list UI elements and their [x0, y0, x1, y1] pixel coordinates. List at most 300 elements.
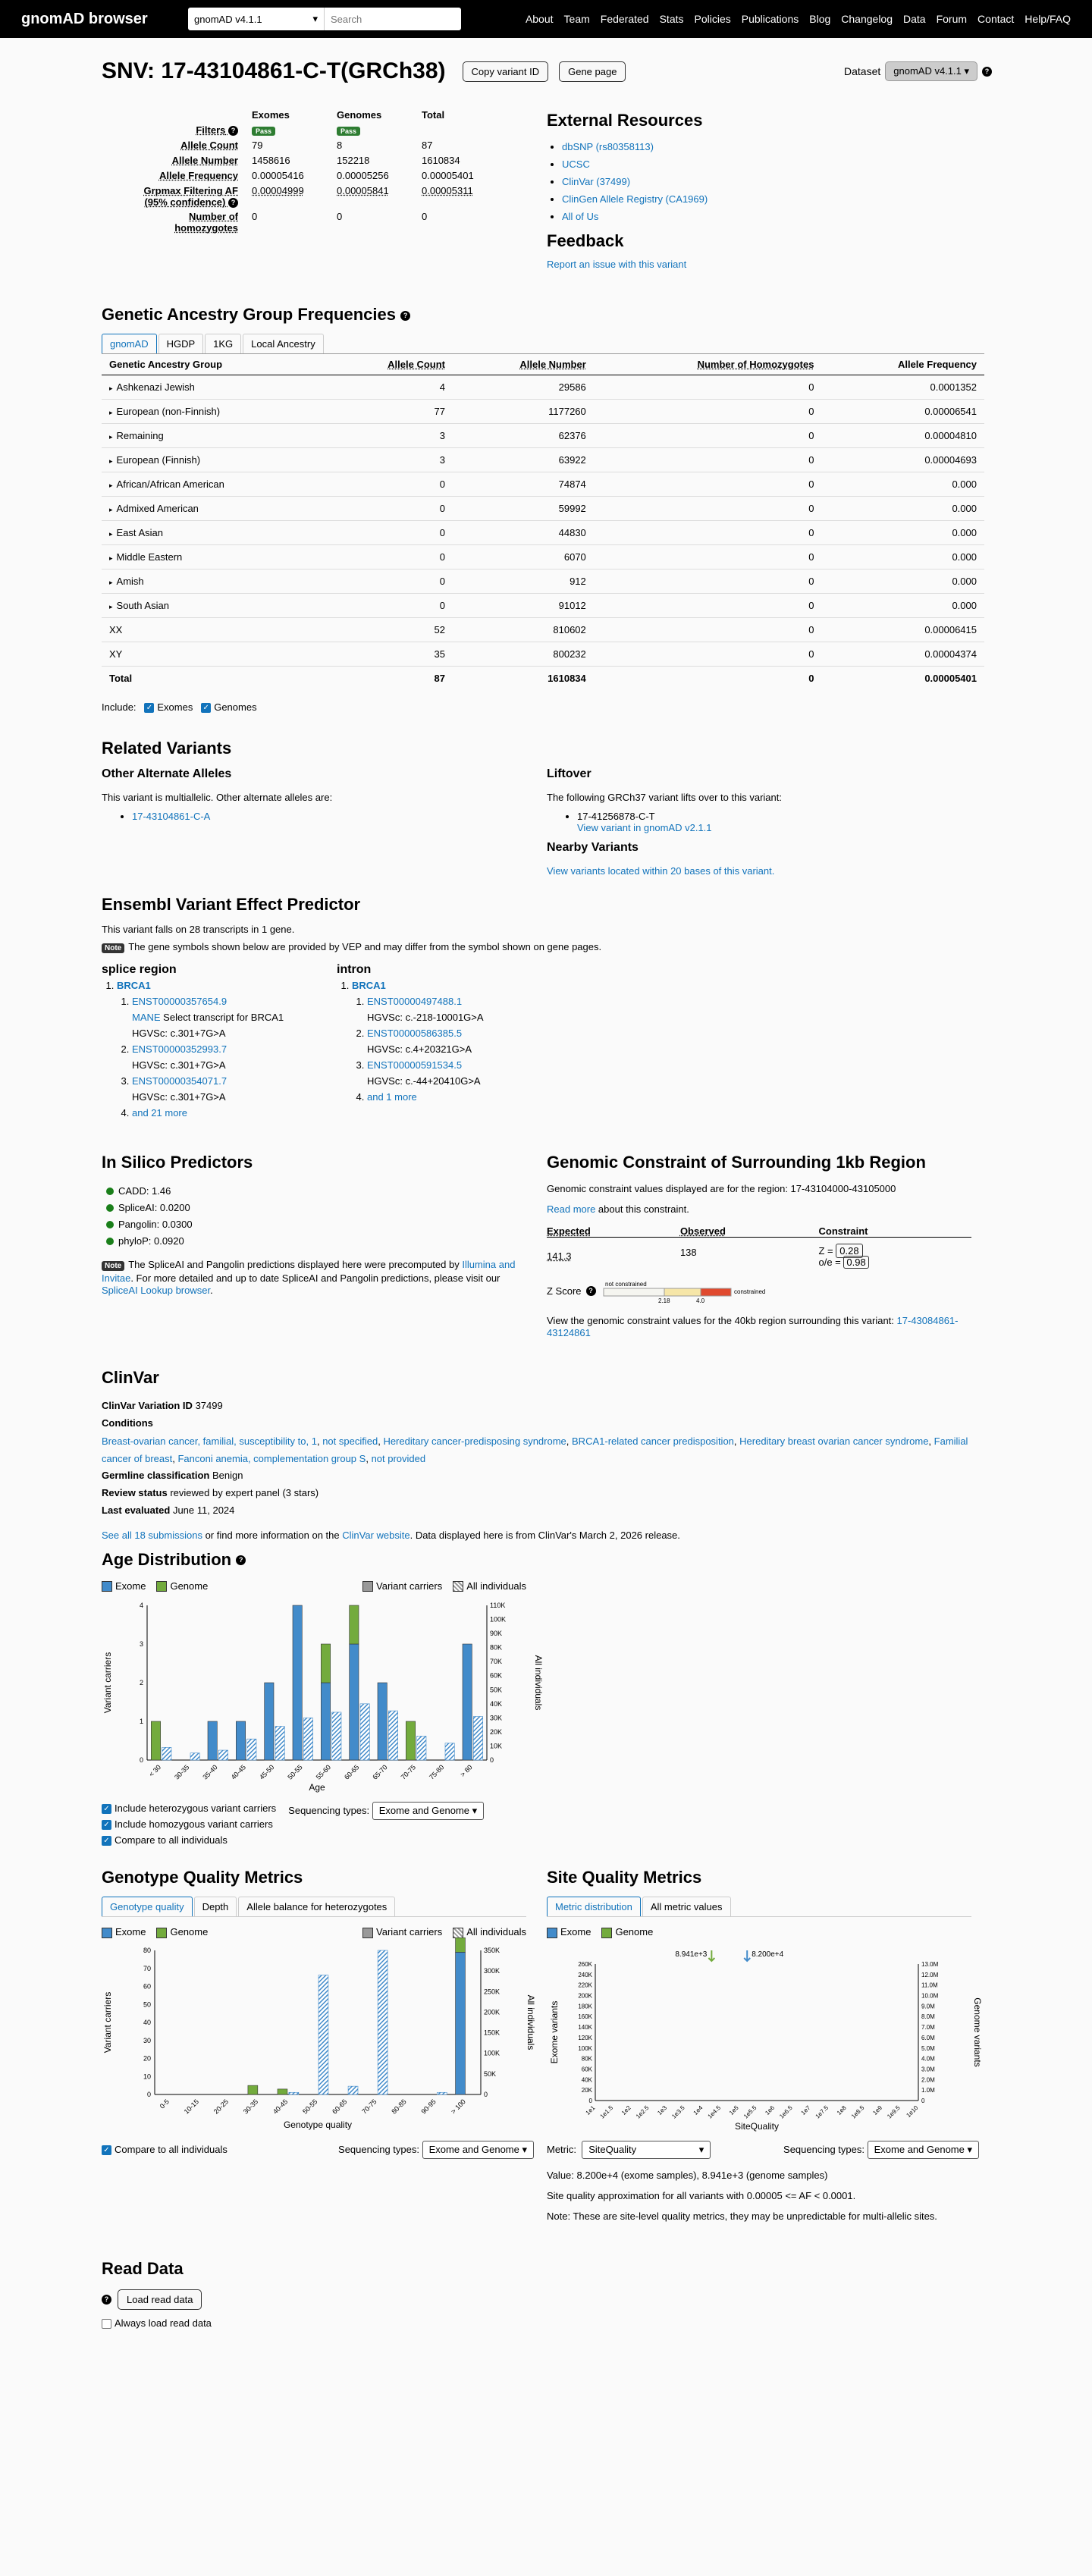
external-link[interactable]: ClinGen Allele Registry (CA1969)	[562, 193, 708, 205]
col-observed: Observed	[679, 1225, 726, 1237]
external-link[interactable]: All of Us	[562, 211, 599, 222]
legend-exome: Exome	[560, 1926, 592, 1938]
cell	[252, 153, 337, 168]
table-cell	[327, 642, 453, 667]
external-link[interactable]: UCSC	[562, 158, 590, 170]
x-axis-label: SiteQuality	[734, 2120, 780, 2132]
gene-link[interactable]: BRCA1	[117, 979, 151, 991]
age-checkbox[interactable]: ✓	[102, 1820, 111, 1830]
row-label-text: Number of homozygotes	[174, 211, 238, 234]
table-cell	[594, 400, 822, 424]
site-title: Site Quality Metrics	[547, 1868, 702, 1887]
genome-bar	[151, 1721, 160, 1760]
transcript-link[interactable]: ENST00000354071.7	[132, 1075, 228, 1087]
geno-title: Genotype Quality Metrics	[102, 1868, 303, 1887]
y2-tick-label: 9.0M	[921, 2003, 935, 2010]
age-check-row	[102, 1816, 276, 1832]
cell-value: 0.00006541	[924, 406, 977, 417]
exome-bar	[321, 1683, 330, 1760]
help-icon[interactable]: ?	[102, 2295, 111, 2305]
condition-link[interactable]: not provided	[371, 1452, 426, 1464]
y2-tick-label: 12.0M	[921, 1971, 939, 1978]
insilico-note-end: .	[210, 1284, 213, 1296]
table-cell	[327, 569, 453, 594]
y-tick-label: 60	[143, 1982, 151, 1991]
table-cell	[453, 545, 594, 569]
nav-link-publications[interactable]: Publications	[741, 13, 799, 25]
consequence-title: intron	[337, 962, 372, 976]
genome-bar	[278, 2089, 287, 2094]
see-all-submissions-link[interactable]: See all 18 submissions	[102, 1529, 202, 1541]
nav-link-federated[interactable]: Federated	[600, 13, 649, 25]
cell-value: 0	[337, 211, 343, 223]
table-cell	[594, 448, 822, 472]
expand-icon[interactable]: ▸	[109, 457, 113, 465]
cell-value: Amish	[116, 576, 144, 587]
nav-link-team[interactable]: Team	[563, 13, 590, 25]
y-tick-label: 4	[139, 1602, 143, 1610]
total-cell: 87	[327, 667, 453, 691]
seq-label: Sequencing types:	[288, 1805, 370, 1817]
variant-row	[138, 123, 507, 138]
help-icon[interactable]: ?	[236, 1555, 246, 1565]
cell-value: 77	[434, 406, 445, 417]
cell-value: 79	[252, 140, 263, 151]
table-cell	[453, 618, 594, 642]
read-data-section	[102, 2259, 992, 2329]
table-cell[interactable]	[102, 472, 327, 497]
transcript-link[interactable]: ENST00000357654.9	[132, 995, 228, 1007]
nav-link-helpfaq[interactable]: Help/FAQ	[1025, 13, 1071, 25]
table-cell	[102, 618, 327, 642]
y-tick-label: 30	[143, 2036, 151, 2044]
table-cell[interactable]	[102, 521, 327, 545]
search-input[interactable]: Search	[331, 13, 362, 25]
y2-tick-label: 13.0M	[921, 1960, 939, 1968]
tab-allele-balance-for-heterozygotes[interactable]: Allele balance for heterozygotes	[238, 1897, 395, 1916]
sequencing-types-select[interactable]: Exome and Genome ▾	[422, 2141, 534, 2159]
dataset-dropdown-value: gnomAD v4.1.1	[893, 65, 962, 77]
exome-bar	[236, 1721, 245, 1760]
nav-link-stats[interactable]: Stats	[659, 13, 684, 25]
table-cell	[594, 497, 822, 521]
table-cell	[453, 400, 594, 424]
nav-link-about[interactable]: About	[525, 13, 554, 25]
age-checkbox[interactable]: ✓	[102, 1836, 111, 1846]
seq-label: Sequencing types:	[338, 2143, 419, 2155]
x-tick-label: 1e4.5	[706, 2104, 723, 2120]
cell-value: 0	[439, 551, 445, 563]
condition-link[interactable]: Hereditary breast ovarian cancer syndrome	[739, 1435, 929, 1447]
related-title: Related Variants	[102, 738, 232, 758]
exome-bar	[293, 1605, 302, 1760]
copy-variant-id-button[interactable]: Copy variant ID	[463, 61, 549, 82]
transcript-link[interactable]: ENST00000586385.5	[367, 1027, 463, 1039]
cell	[252, 123, 337, 138]
tab-metric-distribution[interactable]: Metric distribution	[547, 1897, 641, 1916]
germline-label: Germline classification	[102, 1469, 210, 1481]
table-cell	[453, 448, 594, 472]
read-more-link[interactable]: Read more	[547, 1203, 596, 1215]
liftover-text: The following GRCh37 variant lifts over to this variant:	[547, 791, 782, 803]
compare-checkbox[interactable]: ✓	[102, 2145, 111, 2155]
cell-value: 35	[434, 648, 445, 660]
y-tick-label: 10	[143, 2072, 151, 2080]
cell	[337, 184, 422, 209]
table-cell[interactable]	[102, 594, 327, 618]
y2-tick-label: 2.0M	[921, 2076, 935, 2083]
col-constraint: Constraint	[818, 1225, 868, 1237]
cell-value: 74874	[558, 478, 586, 490]
transcript-link[interactable]: ENST00000352993.7	[132, 1043, 228, 1055]
y-tick-label: 80	[143, 1946, 151, 1954]
table-cell	[327, 400, 453, 424]
scale-tick-2: 4.0	[695, 1297, 704, 1304]
expand-icon[interactable]: ▸	[109, 554, 113, 562]
table-cell[interactable]	[102, 497, 327, 521]
x-tick-label: 1e2.5	[634, 2104, 651, 2120]
y2-tick-label: 70K	[490, 1658, 503, 1666]
y2-tick-label: 200K	[484, 2008, 500, 2016]
cell-value: 0.0001352	[930, 381, 977, 393]
expand-icon[interactable]: ▸	[109, 603, 113, 610]
col-header[interactable]: Genetic Ancestry Group	[102, 354, 327, 375]
y-tick-label: 0	[588, 2097, 592, 2104]
always-load-label: Always load read data	[115, 2317, 212, 2329]
expand-icon[interactable]: ▸	[109, 579, 113, 586]
x-tick-label: 70-75	[399, 1763, 418, 1781]
illumina-link[interactable]: Illumina and Invitae	[102, 1258, 516, 1284]
dataset-select[interactable]	[188, 8, 325, 30]
genomes-checkbox[interactable]: ✓	[201, 703, 211, 713]
nav-link-changelog[interactable]: Changelog	[841, 13, 893, 25]
table-row	[102, 569, 984, 594]
x-axis-label: Age	[309, 1782, 325, 1793]
sequencing-types-select[interactable]: Exome and Genome ▾	[372, 1802, 484, 1820]
help-icon[interactable]: ?	[400, 311, 410, 321]
more-transcripts-link[interactable]: and 1 more	[367, 1090, 417, 1103]
y2-tick-label: 100K	[484, 2049, 500, 2057]
x-tick-label: 1e8	[835, 2104, 848, 2116]
note-badge: Note	[102, 943, 124, 953]
col-header[interactable]: Allele Number	[453, 354, 594, 375]
y-tick-label: 0	[139, 1756, 143, 1765]
x-tick-label: 75-80	[428, 1763, 446, 1781]
genome-bar	[321, 1644, 330, 1683]
cell-value: 4	[439, 381, 445, 393]
help-icon[interactable]: ?	[982, 67, 992, 77]
table-cell	[594, 545, 822, 569]
transcript-link[interactable]: ENST00000497488.1	[367, 995, 463, 1007]
y-tick-label: 1	[139, 1718, 143, 1726]
help-icon[interactable]: ?	[586, 1286, 596, 1296]
status-dot-icon	[106, 1221, 114, 1228]
review-label: Review status	[102, 1486, 168, 1498]
zscore-label: Z Score	[547, 1285, 582, 1297]
condition-link[interactable]: Hereditary cancer-predisposing syndrome	[383, 1435, 566, 1447]
x-tick-label: 1e3	[656, 2104, 669, 2116]
cell-value: South Asian	[116, 600, 169, 611]
x-tick-label: 35-40	[201, 1763, 219, 1781]
nav-link-data[interactable]: Data	[903, 13, 926, 25]
nav-link-blog[interactable]: Blog	[809, 13, 831, 25]
table-cell[interactable]	[102, 400, 327, 424]
x-tick-label: 45-50	[258, 1763, 276, 1781]
hgvsc: HGVSc: c.301+7G>A	[132, 1027, 226, 1039]
all-individuals-bar	[190, 1753, 199, 1760]
table-cell	[821, 375, 984, 400]
spliceai-lookup-link[interactable]: SpliceAI Lookup browser	[102, 1284, 211, 1296]
col-header[interactable]: Number of Homozygotes	[594, 354, 822, 375]
tab-depth[interactable]: Depth	[194, 1897, 237, 1916]
tab-1kg[interactable]: 1KG	[205, 334, 241, 353]
y-tick-label: 3	[139, 1640, 143, 1649]
age-check-label: Compare to all individuals	[115, 1834, 228, 1846]
external-link[interactable]: dbSNP (rs80358113)	[562, 141, 654, 152]
brand-logo[interactable]: gnomAD browser	[21, 10, 148, 27]
gene-link[interactable]: BRCA1	[352, 979, 386, 991]
other-allele-link[interactable]: 17-43104861-C-A	[132, 810, 211, 822]
total-cell: 1610834	[453, 667, 594, 691]
condition-link[interactable]: Breast-ovarian cancer, familial, susceptibility to, 1	[102, 1435, 317, 1447]
exome-marker-arrow	[744, 1950, 750, 1961]
main-nav	[526, 13, 1071, 25]
cell-value: XY	[109, 648, 123, 660]
cell-value: 810602	[553, 624, 586, 635]
x-tick-label: > 80	[459, 1763, 474, 1779]
y-tick-label: 40K	[581, 2076, 592, 2083]
condition-link[interactable]: Fanconi anemia, complementation group S	[177, 1452, 366, 1464]
metric-select[interactable]: SiteQuality ▾	[582, 2141, 711, 2159]
help-icon[interactable]: ?	[228, 198, 238, 208]
all-individuals-bar	[348, 2086, 358, 2094]
row-label	[138, 153, 252, 168]
ancestry-title: Genetic Ancestry Group Frequencies ?	[102, 305, 992, 325]
y-tick-label: 140K	[578, 2023, 592, 2031]
table-cell[interactable]	[102, 569, 327, 594]
table-cell	[821, 545, 984, 569]
col-header[interactable]: Allele Frequency	[821, 354, 984, 375]
seq-value: Exome and Genome	[874, 2143, 965, 2155]
top-nav-bar	[0, 0, 1092, 38]
exome-bar	[265, 1683, 274, 1760]
cell-value: 0	[808, 430, 814, 441]
table-cell	[453, 375, 594, 400]
x-tick-label: 40-45	[271, 2098, 290, 2116]
table-cell	[821, 642, 984, 667]
x-tick-label: 30-35	[241, 2098, 260, 2116]
cell	[252, 138, 337, 153]
transcript-item	[132, 1041, 299, 1073]
y2-tick-label: 0	[484, 2090, 488, 2098]
cell-value: 59992	[558, 503, 586, 514]
compare-label: Compare to all individuals	[115, 2144, 228, 2156]
cell-value: 0	[808, 478, 814, 490]
x-tick-label: > 100	[449, 2098, 467, 2116]
sequencing-types-select[interactable]: Exome and Genome ▾	[868, 2141, 979, 2159]
nearby-link[interactable]: View variants located within 20 bases of this variant.	[547, 864, 775, 877]
insilico-note-text: The SpliceAI and Pangolin predictions displayed here were precomputed by	[128, 1258, 463, 1270]
clinvar-website-link[interactable]: ClinVar website	[342, 1529, 410, 1541]
note-badge: Note	[102, 1261, 124, 1271]
col-header[interactable]: Allele Count	[327, 354, 453, 375]
table-row	[102, 400, 984, 424]
transcript-item	[367, 1025, 484, 1057]
table-row	[102, 594, 984, 618]
read-data-title: Read Data	[102, 2258, 184, 2278]
y2-tick-label: 80K	[490, 1643, 503, 1652]
exome-bar	[208, 1721, 217, 1760]
table-cell	[821, 618, 984, 642]
x-tick-label: 50-55	[301, 2098, 319, 2116]
expand-icon[interactable]: ▸	[109, 482, 113, 489]
gene-page-button[interactable]: Gene page	[559, 61, 626, 82]
variant-row	[138, 138, 507, 153]
cell	[422, 184, 507, 209]
expand-icon[interactable]: ▸	[109, 506, 113, 513]
include-label: Include:	[102, 701, 136, 713]
table-cell	[327, 545, 453, 569]
exome-bar	[350, 1644, 359, 1760]
condition-link[interactable]: Familial cancer of breast	[102, 1435, 968, 1464]
status-dot-icon	[106, 1188, 114, 1195]
y-tick-label: 100K	[578, 2044, 592, 2052]
cell	[337, 209, 422, 235]
variant-row	[138, 168, 507, 184]
cell-value: 0	[808, 600, 814, 611]
site-note: Note: These are site-level quality metrics, they may be unpredictable for multi-allelic sites.	[547, 2210, 937, 2222]
x-tick-label: 1e1.5	[598, 2104, 615, 2120]
y-tick-label: 40	[143, 2018, 151, 2026]
pass-badge: Pass	[337, 127, 360, 136]
transcript-link[interactable]: ENST00000591534.5	[367, 1059, 463, 1071]
table-cell	[594, 594, 822, 618]
table-cell[interactable]	[102, 424, 327, 448]
table-cell	[327, 472, 453, 497]
table-row	[102, 521, 984, 545]
dataset-dropdown[interactable]: gnomAD v4.1.1 ▾	[885, 61, 977, 81]
y-tick-label: 20	[143, 2054, 151, 2063]
y-tick-label: 160K	[578, 2013, 592, 2020]
condition-link[interactable]: BRCA1-related cancer predisposition	[572, 1435, 734, 1447]
cell-value: 0.000	[952, 478, 977, 490]
expand-icon[interactable]: ▸	[109, 384, 113, 392]
table-cell	[327, 594, 453, 618]
insilico-note-text2: . For more detailed and up to date SpliceAI and Pangolin predictions, please visit our	[130, 1272, 500, 1284]
consequence-title: splice region	[102, 962, 177, 976]
total-cell: 0.00005401	[821, 667, 984, 691]
cell-value: 0.00005416	[252, 170, 304, 181]
y-tick-label: 240K	[578, 1971, 592, 1978]
expand-icon[interactable]: ▸	[109, 530, 113, 538]
site-quality-section	[547, 1868, 992, 2223]
x-tick-label: 1e5.5	[742, 2104, 758, 2120]
page-header	[102, 55, 992, 88]
expand-icon[interactable]: ▸	[109, 433, 113, 441]
always-load-checkbox[interactable]	[102, 2319, 111, 2329]
constraint-table	[547, 1225, 971, 1268]
external-link[interactable]: ClinVar (37499)	[562, 176, 631, 187]
col-expected: Expected	[547, 1225, 591, 1237]
legend-carriers: Variant carriers	[376, 1926, 443, 1938]
row-label	[138, 209, 252, 235]
nav-link-policies[interactable]: Policies	[694, 13, 731, 25]
clinvar-id: 37499	[195, 1399, 223, 1411]
row-label-text: Allele Count	[180, 140, 238, 151]
tab-gnomad[interactable]: gnomAD	[102, 334, 157, 353]
y-tick-label: 120K	[578, 2034, 592, 2041]
tab-local-ancestry[interactable]: Local Ancestry	[243, 334, 324, 353]
hgvsc: HGVSc: c.-44+20410G>A	[367, 1075, 481, 1087]
y-axis-label: Variant carriers	[102, 1652, 113, 1714]
status-dot-icon	[106, 1238, 114, 1245]
y2-tick-label: 0	[490, 1756, 494, 1765]
cell-value: 0	[808, 454, 814, 466]
other-alleles-title: Other Alternate Alleles	[102, 767, 232, 780]
cell-value: Remaining	[116, 430, 164, 441]
y-axis-label: Exome variants	[549, 2000, 560, 2064]
cell-value: 0.00006415	[924, 624, 977, 635]
all-individuals-bar	[318, 1975, 328, 2094]
condition-link[interactable]: not specified	[322, 1435, 378, 1447]
y2-tick-label: 110K	[490, 1602, 506, 1610]
help-icon[interactable]: ?	[228, 126, 238, 136]
liftover-link[interactable]: View variant in gnomAD v2.1.1	[577, 821, 712, 833]
age-checkbox[interactable]: ✓	[102, 1804, 111, 1814]
report-issue-link[interactable]: Report an issue with this variant	[547, 259, 687, 270]
y2-tick-label: 30K	[490, 1714, 503, 1722]
tab-all-metric-values[interactable]: All metric values	[642, 1897, 731, 1916]
table-cell[interactable]	[102, 545, 327, 569]
all-individuals-bar	[437, 2092, 447, 2094]
y2-tick-label: 4.0M	[921, 2055, 935, 2063]
mane-link[interactable]: MANE	[132, 1011, 161, 1023]
tab-genotype-quality[interactable]: Genotype quality	[102, 1897, 193, 1916]
total-row	[102, 667, 984, 691]
table-cell[interactable]	[102, 448, 327, 472]
cell-value: 152218	[337, 155, 370, 166]
region-link[interactable]: 17-43084861-43124861	[547, 1314, 959, 1338]
z-value: 0.28	[836, 1244, 862, 1258]
clinvar-data-text: . Data displayed here is from ClinVar's March 2, 2026 release.	[410, 1529, 680, 1541]
table-cell[interactable]	[102, 375, 327, 400]
all-individuals-bar	[303, 1718, 312, 1760]
expand-icon[interactable]: ▸	[109, 409, 113, 416]
nav-link-forum[interactable]: Forum	[936, 13, 968, 25]
table-cell	[594, 569, 822, 594]
y2-tick-label: 6.0M	[921, 2034, 935, 2041]
cell-value: 0	[252, 211, 258, 223]
y-axis-label: Variant carriers	[102, 1991, 113, 2053]
genome-swatch	[156, 1581, 167, 1592]
x-axis-label: Genotype quality	[283, 2119, 353, 2130]
observed-value: 138	[679, 1247, 697, 1259]
row-label-text: Allele Frequency	[158, 170, 238, 181]
cell-value: 3	[439, 454, 445, 466]
cell-value: European (Finnish)	[116, 454, 201, 466]
all-individuals-bar	[445, 1743, 454, 1760]
nav-link-contact[interactable]: Contact	[977, 13, 1015, 25]
more-transcripts-link[interactable]: and 21 more	[132, 1106, 187, 1119]
read-more-rest: about this constraint.	[595, 1203, 689, 1215]
table-cell	[821, 472, 984, 497]
exomes-checkbox[interactable]: ✓	[144, 703, 154, 713]
hgvsc: HGVSc: c.301+7G>A	[132, 1090, 226, 1103]
tab-hgdp[interactable]: HGDP	[158, 334, 204, 353]
load-read-data-button[interactable]: Load read data	[118, 2289, 202, 2310]
x-tick-label: 30-35	[173, 1763, 191, 1781]
exome-bar	[463, 1644, 472, 1760]
